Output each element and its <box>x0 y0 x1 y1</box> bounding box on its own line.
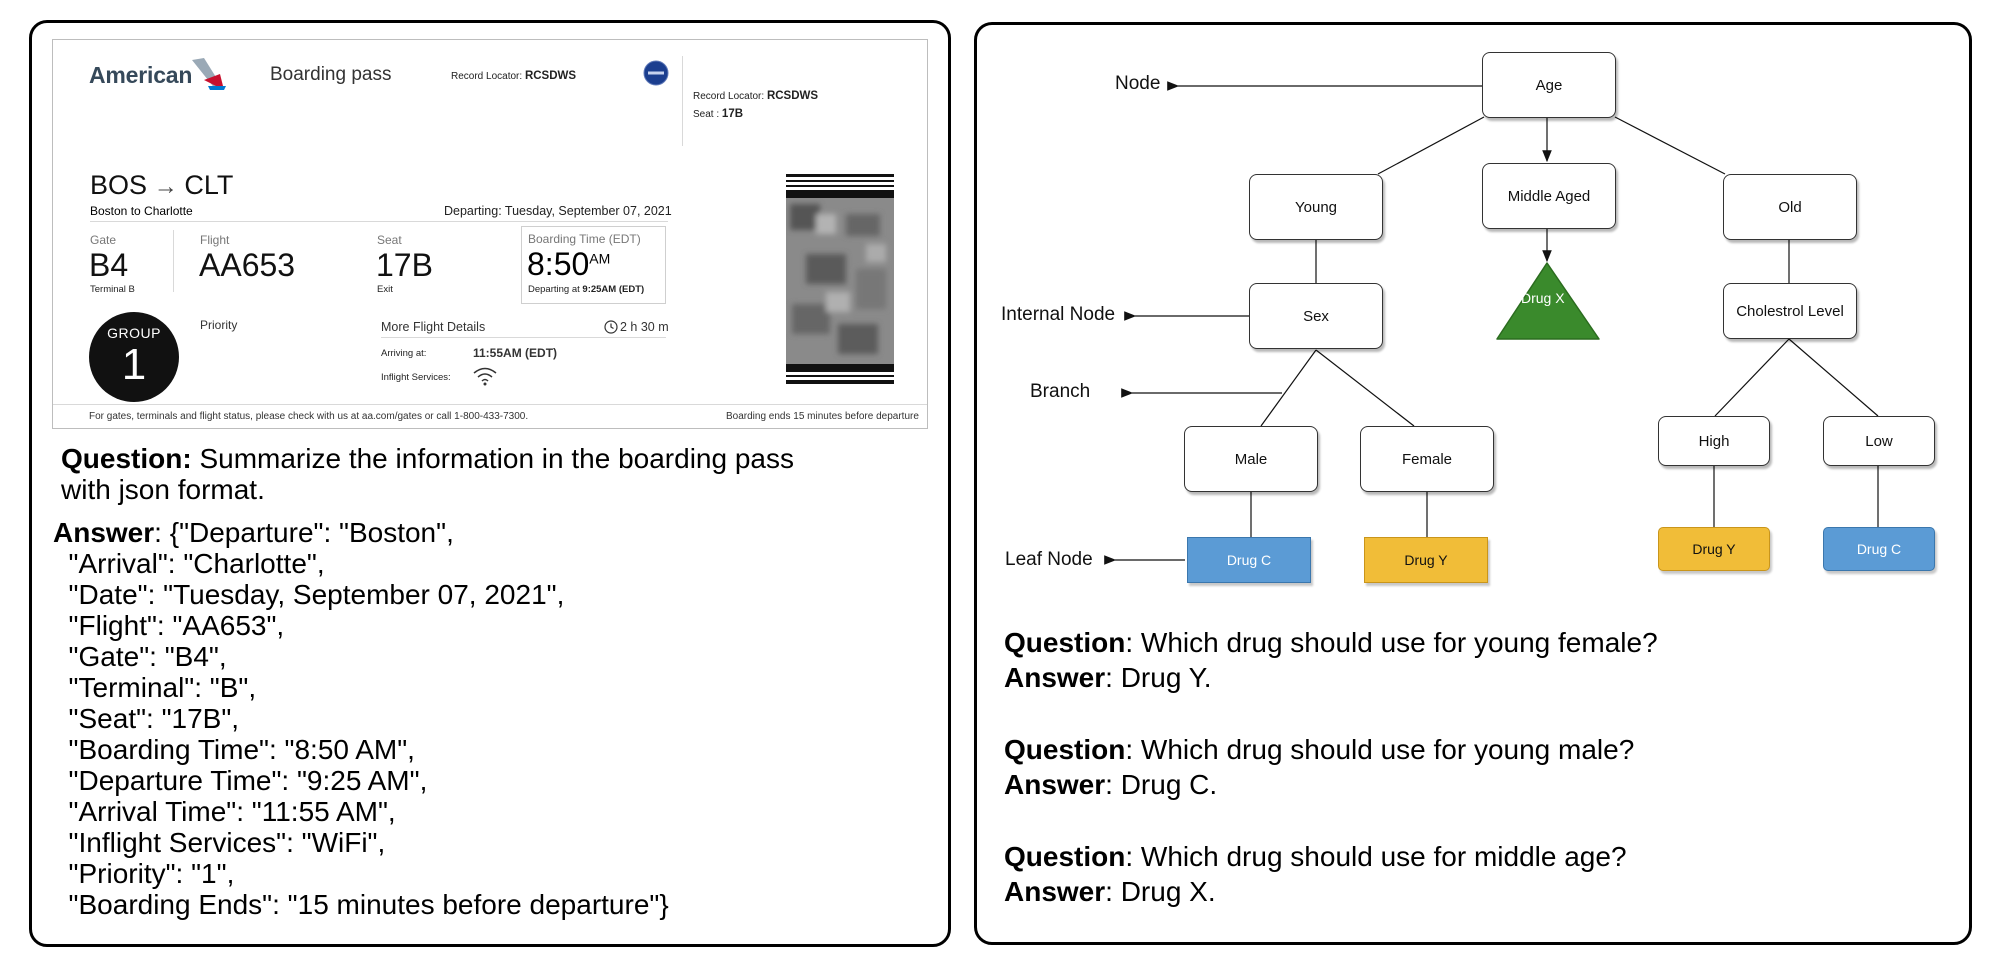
footer-left: For gates, terminals and flight status, please check with us at aa.com/gates or call 1-800-433-7300. <box>89 411 529 422</box>
node-male: Male <box>1184 426 1318 492</box>
node-sex: Sex <box>1249 283 1383 349</box>
label-node: Node <box>1115 73 1161 94</box>
left-question: Question: Summarize the information in the boarding pass with json format. <box>61 443 794 505</box>
node-cholesterol-level: Cholestrol Level <box>1723 283 1857 339</box>
qa-young-male: Question: Which drug should use for young male? Answer: Drug C. <box>1004 734 1635 800</box>
node-age: Age <box>1482 52 1616 118</box>
record-locator-side: Record Locator: RCSDWS <box>693 90 819 102</box>
flight-value: AA653 <box>199 247 296 283</box>
seat-side: Seat : 17B <box>693 108 744 120</box>
group-number: 1 <box>121 340 147 389</box>
question-label: Question: <box>61 443 192 474</box>
seat-value: 17B <box>376 247 433 283</box>
airline-flight-symbol-icon <box>190 56 228 92</box>
exit-label: Exit <box>377 284 393 295</box>
airline-logo-text: American <box>89 62 193 88</box>
gate-label: Gate <box>90 233 117 247</box>
departing-at: Departing at 9:25AM (EDT) <box>528 284 645 295</box>
inflight-label: Inflight Services: <box>381 372 451 383</box>
qr-code-image <box>786 174 894 384</box>
leaf-drug-x: Drug X <box>1521 290 1565 306</box>
arriving-time: 11:55AM (EDT) <box>473 346 558 360</box>
priority-label: Priority <box>200 318 238 332</box>
gate-value: B4 <box>89 247 129 283</box>
footer-right: Boarding ends 15 minutes before departure <box>726 411 919 422</box>
oneworld-icon <box>643 60 669 86</box>
leaf-drug-y-high: Drug Y <box>1658 527 1770 571</box>
wifi-icon <box>472 366 498 386</box>
right-panel <box>974 22 1972 945</box>
boarding-time-label: Boarding Time (EDT) <box>528 232 641 246</box>
left-answer: Answer: {"Departure": "Boston", "Arrival": "Charlotte", "Date": "Tuesday, September 07, 2021", "Flight": "AA653", "Gate": "B4", "Terminal": "B", "Seat": "17B", "Boarding Time": "8:50 AM", "Departure Time": "9:25 AM", "Arrival Time": "11:55 AM", "Inflight Services": "WiFi", "Priority": "1", "Boarding Ends": "15 minutes before departure"} <box>53 517 669 920</box>
duration: 2 h 30 m <box>620 320 669 334</box>
node-middle-aged: Middle Aged <box>1482 163 1616 229</box>
flight-label: Flight <box>200 233 230 247</box>
boarding-time-box <box>521 226 666 304</box>
answer-label: Answer <box>53 517 155 548</box>
leaf-drug-c-male: Drug C <box>1187 537 1311 583</box>
more-flight-details-link[interactable]: More Flight Details <box>381 320 486 334</box>
qa-young-female: Question: Which drug should use for young female? Answer: Drug Y. <box>1004 627 1658 693</box>
clock-icon <box>604 320 618 334</box>
node-high: High <box>1658 416 1770 466</box>
node-young: Young <box>1249 174 1383 240</box>
label-branch: Branch <box>1030 381 1091 402</box>
route-text: Boston to Charlotte <box>90 204 193 218</box>
leaf-drug-c-low: Drug C <box>1823 527 1935 571</box>
label-leaf-node: Leaf Node <box>1005 549 1093 570</box>
arriving-label: Arriving at: <box>381 348 427 359</box>
boarding-pass-title: Boarding pass <box>270 64 392 85</box>
node-female: Female <box>1360 426 1494 492</box>
node-low: Low <box>1823 416 1935 466</box>
group-badge <box>89 312 179 402</box>
node-old: Old <box>1723 174 1857 240</box>
leaf-drug-y-female: Drug Y <box>1364 537 1488 583</box>
boarding-time-value: $8:50^{AM}$ <box>527 246 611 282</box>
seat-label: Seat <box>377 233 402 247</box>
group-label: GROUP <box>107 325 161 341</box>
route: BOS → CLT <box>90 170 234 200</box>
terminal-value: Terminal B <box>90 284 135 295</box>
label-internal-node: Internal Node <box>1001 304 1116 325</box>
left-panel <box>29 20 951 947</box>
departing-date: Departing: Tuesday, September 07, 2021 <box>444 204 672 218</box>
boarding-pass <box>52 39 928 429</box>
record-locator-top: Record Locator: RCSDWS <box>451 70 577 82</box>
qa-middle-age: Question: Which drug should use for middle age? Answer: Drug X. <box>1004 841 1627 907</box>
